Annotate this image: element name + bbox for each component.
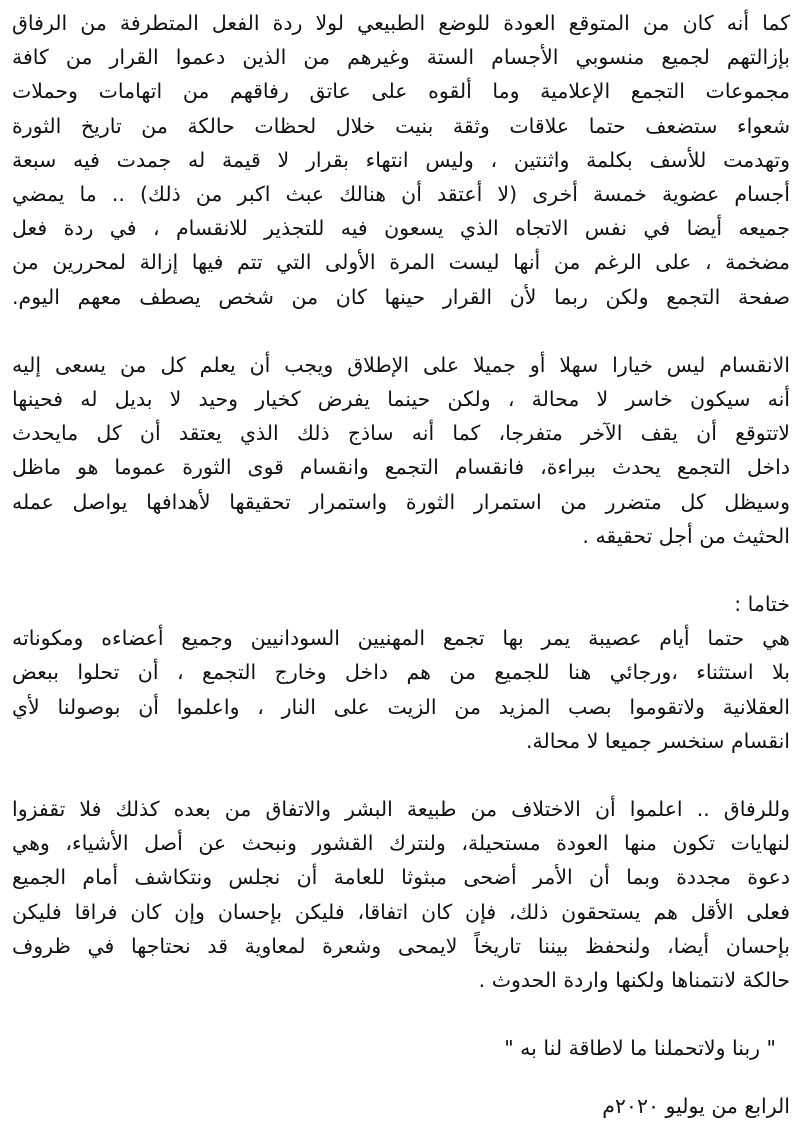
text-line: وسيظل كل متضرر من استمرار الثورة واستمرار تحقيقها لأهدافها يواصل عمله [12,489,790,514]
text-line: دعوة مجددة وبما أن الأمر أضحى مبثوثا للعامة أن نجلس ونتكاشف أمام الجميع [12,865,790,890]
paragraph-spacer [12,314,790,348]
paragraph-1 [12,6,790,314]
paragraph-spacer [12,553,790,587]
text-line: بلا استثناء ،ورجائي هنا للجميع من هم داخل وخارج التجمع ، أن تحلوا ببعض [12,660,790,685]
text-line: حالكة لانتمناها ولكنها واردة الحدوث . [478,968,790,993]
paragraph-4 [12,792,790,997]
text-line: انقسام سنخسر جميعا لا محالة. [525,728,790,753]
text-line: جميعه أيضا في نفس الاتجاه الذي يسعون فيه للتجذير للانقسام ، في ردة فعل [12,216,790,241]
text-line: وتهدمت للأسف بكلمة واثنتين ، وليس انتهاء بقرار لا قيمة له جمدت فيه سبعة [12,147,790,172]
text-line: لنهايات تكون منها العودة مستحيلة، ولنترك القشور ونبحث عن أصل الأشياء، وهي [12,831,790,856]
text-line: لاتتوقع أن يقف الآخر متفرجا، كما أنه ساذج ذلك الذي يعتقد أن كل مايحدث [12,421,790,446]
text-line: داخل التجمع يحدث ببراءة، فانقسام التجمع وانقسام قوى الثورة عموما هو ماظل [12,455,790,480]
text-line: صفحة التجمع ولكن ربما لأن القرار حينها كان من شخص يصطف معهم اليوم. [12,284,790,309]
paragraph-2 [12,348,790,553]
text-line: شعواء ستضعف حتما علاقات وثقة بنيت خلال لحظات حالكة من تاريخ الثورة [12,113,790,138]
paragraph-spacer [12,1065,790,1089]
text-line: العقلانية ولاتقوموا بصب المزيد من الزيت على النار ، واعلموا أن بوصولنا لأي [12,694,790,719]
section-heading: ختاما : [734,592,790,617]
text-line: أنه سيكون خاسر لا محالة ، ولكن حينما يفرض كخيار وحيد لا بديل له فحينها [12,387,790,412]
text-line: الحثيث من أجل تحقيقه . [582,523,790,548]
text-line: بإزالتهم لجميع منسوبي الأجسام الستة وغيرهم من الذين دعموا القرار من كافة [12,45,790,70]
closing-quote: " ربنا ولاتحملنا ما لاطاقة لنا به " [504,1036,776,1061]
text-line: أجسام عضوية خمسة أخرى (لا أعتقد أن هنالك عبث اكبر من ذلك) .. ما يمضي [12,182,790,207]
text-line: بإحسان أيضا، ولنحفظ بيننا تاريخاً لايمحى وشعرة لمعاوية قد نحتاجها في ظروف [12,933,790,958]
paragraph-spacer [12,758,790,792]
paragraph-3 [12,587,790,758]
text-line: مضخمة ، على الرغم من أنها ليست المرة الأولى التي تتم فيها إزالة لمحررين من [12,250,790,275]
text-line: هي حتما أيام عصيبة يمر بها تجمع المهنيين السودانيين وجميع أعضاءه ومكوناته [12,626,790,651]
text-line: كما أنه كان من المتوقع العودة للوضع الطبيعي لولا ردة الفعل المتطرفة من الرفاق [12,11,790,35]
text-line: وللرفاق .. اعلموا أن الاختلاف من طبيعة البشر والاتفاق من بعده كذلك فلا تقفزوا [12,797,790,822]
document-date: الرابع من يوليو ٢٠٢٠م [602,1094,790,1119]
paragraph-spacer [12,997,790,1031]
text-line: الانقسام ليس خيارا سهلا أو جميلا على الإطلاق ويجب أن يعلم كل من يسعى إليه [12,352,790,377]
text-line: فعلى الأقل هم يستحقون ذلك، فإن كان اتفاقا، فليكن بإحسان وإن كان فراقا فليكن [12,899,790,924]
text-line: مجموعات التجمع الإعلامية وما ألقوه على عاتق رفاقهم من اتهامات وحملات [12,79,790,104]
